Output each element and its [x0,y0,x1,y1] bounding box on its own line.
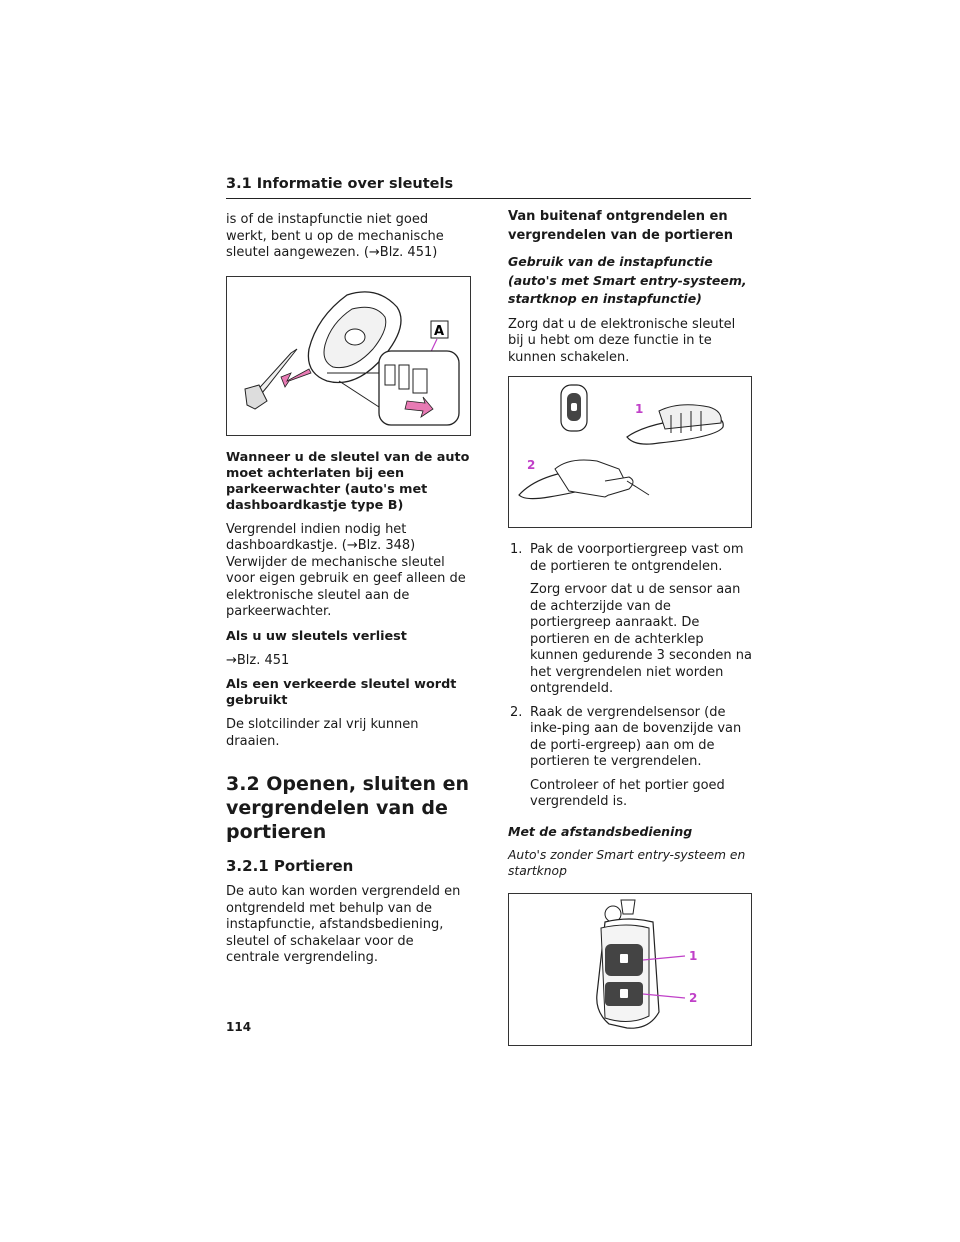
lost-keys-text: →Blz. 451 [226,652,290,668]
lost-keys-heading: Als u uw sleutels verliest [226,628,407,644]
figure-label-2: 2 [689,991,698,1005]
step-item [508,542,752,698]
smart-entry-text: Zorg dat u de elektronische sleutel bij u hebt om deze functie in te kunnen schakelen. [508,316,736,365]
doors-text: De auto kan worden vergrendeld en ontgrendeld met behulp van de instapfunctie, afstandsbediening, sleutel of schakelaar voor de centrale vergrendeling. [226,884,461,965]
step-note: Zorg ervoor dat u de sensor aan de achterzijde van de portiergreep aanraakt. De portieren en de achterklep kunnen gedurende 3 seconden na het vergrendelen niet worden ontgrendeld. [530,582,752,696]
smart-entry-heading: Gebruik van de instapfunctie (auto's met Smart entry-systeem, startknop en instapfunctie) [508,254,747,306]
remote-subheading: Auto's zonder Smart entry-systeem en startknop [508,848,746,878]
mechanical-key-illustration [227,277,470,435]
section-heading-3-2: 3.2 Openen, sluiten en vergrendelen van de portieren [226,773,470,843]
unlock-heading: Van buitenaf ontgrendelen en vergrendelen van de portieren [508,209,733,243]
door-handle-figure [508,376,752,528]
wrong-key-text: De slotcilinder zal vrij kunnen draaien. [226,717,419,749]
instruction-steps [508,542,752,811]
intro-text: is of de instapfunctie niet goed werkt, bent u op de mechanische sleutel aangewezen. (→Blz. 451) [226,212,444,260]
right-column [508,208,752,1060]
valet-text: Vergrendel indien nodig het dashboardkastje. (→Blz. 348) Verwijder de mechanische sleutel voor eigen gebruik en geef alleen de elektronische sleutel aan de parkeerwachter. [226,521,466,619]
left-column [226,212,471,975]
step-text: Raak de vergrendelsensor (de inke-ping aan de bovenzijde van de porti-ergreep) aan om de portieren te vergrendelen. [530,704,742,769]
step-number: 1. [510,542,523,557]
page-number: 114 [226,1020,252,1034]
remote-figure [508,893,752,1046]
door-handle-illustration [509,377,751,527]
figure-label-1: 1 [635,402,644,416]
section-header: 3.1 Informatie over sleutels [226,176,751,199]
mechanical-key-figure [226,276,471,436]
step-item [508,705,752,811]
wrong-key-heading: Als een verkeerde sleutel wordt gebruikt [226,677,457,708]
step-note: Controleer of het portier goed vergrendeld is. [530,777,725,809]
remote-heading: Met de afstandsbediening [508,823,693,839]
remote-key-illustration [509,894,751,1045]
step-text: Pak de voorportiergreep vast om de portieren te ontgrendelen. [530,542,744,574]
valet-heading: Wanneer u de sleutel van de auto moet achterlaten bij een parkeerwachter (auto's met dashboardkastje type B) [226,449,470,513]
step-number: 2. [510,704,523,720]
subsection-heading-3-2-1: 3.2.1 Portieren [226,857,354,875]
figure-label-2: 2 [527,458,536,472]
figure-label-1: 1 [689,949,698,963]
figure-label-a: A [434,323,445,339]
